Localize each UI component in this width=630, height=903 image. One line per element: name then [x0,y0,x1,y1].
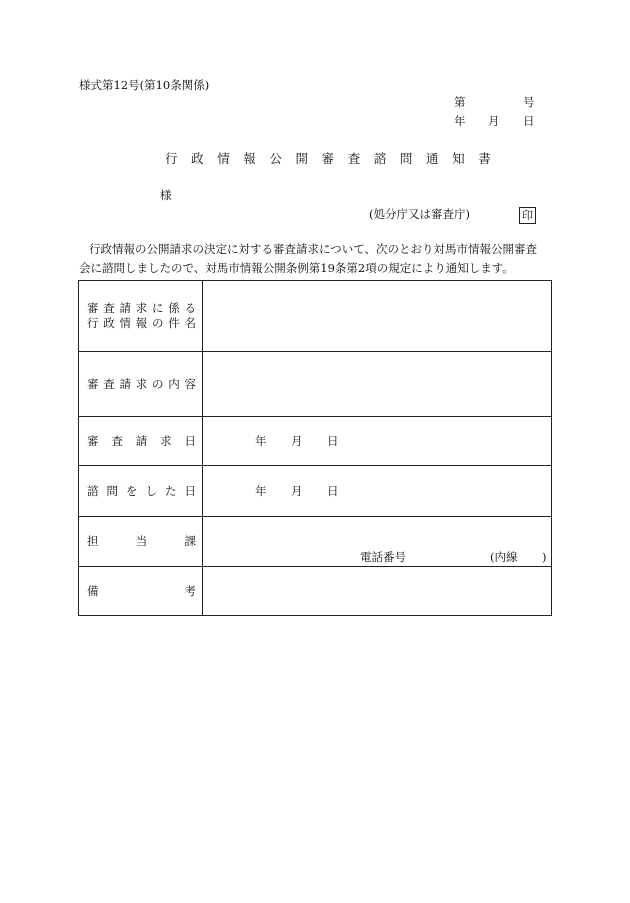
body-line-2: 会に諮問しましたので、対馬市情報公開条例第19条第2項の規定により通知します。 [79,261,514,275]
addressee-suffix: 様 [160,188,172,202]
extension-close: ) [542,549,547,564]
label-department [79,517,203,567]
value-request-date[interactable] [203,417,552,466]
label-subject-line-2: 行 政 情 報 の 件 名 [87,316,196,330]
label-request-date [79,417,203,466]
label-inquiry-date-text: 諮 問 を し た 日 [87,483,196,498]
seal-box [519,207,536,224]
value-subject[interactable] [203,281,552,352]
label-department-text: 担 当 課 [87,534,196,548]
inquiry-date-month: 月 [291,484,303,498]
request-date-day: 日 [327,434,339,448]
header-date-year: 年 [454,114,466,128]
value-department[interactable] [203,517,552,567]
document-no-suffix: 号 [523,95,535,109]
seal-mark: 印 [519,207,536,224]
form-table [78,280,552,616]
value-remarks[interactable] [203,567,552,616]
label-subject-line-1: 審 査 請 求 に 係 る [87,301,196,315]
row-remarks [79,567,552,616]
row-inquiry-date [79,466,552,517]
label-remarks-text: 備 考 [87,583,196,598]
value-inquiry-date[interactable] [203,466,552,517]
label-subject [79,281,203,352]
row-request-date [79,417,552,466]
header-date-day: 日 [523,114,535,128]
document-title: 行政情報公開審査諮問通知書 [165,151,505,166]
label-content-text: 審 査 請 求 の 内 容 [87,376,196,391]
value-content[interactable] [203,352,552,417]
inquiry-date-day: 日 [327,484,339,498]
body-line-1: 行政情報の公開請求の決定に対する審査請求について、次のとおり対馬市情報公開審査 [89,242,538,256]
request-date-month: 月 [291,434,303,448]
phone-label: 電話番号 [360,549,406,564]
header-date-month: 月 [488,114,500,128]
label-remarks [79,567,203,616]
label-inquiry-date [79,466,203,517]
form-number: 様式第12号(第10条関係) [79,78,210,92]
extension-open: (内線 [490,549,518,564]
request-date-year: 年 [255,434,267,448]
row-subject [79,281,552,352]
label-request-date-text: 審 査 請 求 日 [87,433,196,448]
row-content [79,352,552,417]
label-content [79,352,203,417]
sender-label: (処分庁又は審査庁) [369,207,470,221]
inquiry-date-year: 年 [255,484,267,498]
document-no-prefix: 第 [454,95,466,109]
row-department [79,517,552,567]
